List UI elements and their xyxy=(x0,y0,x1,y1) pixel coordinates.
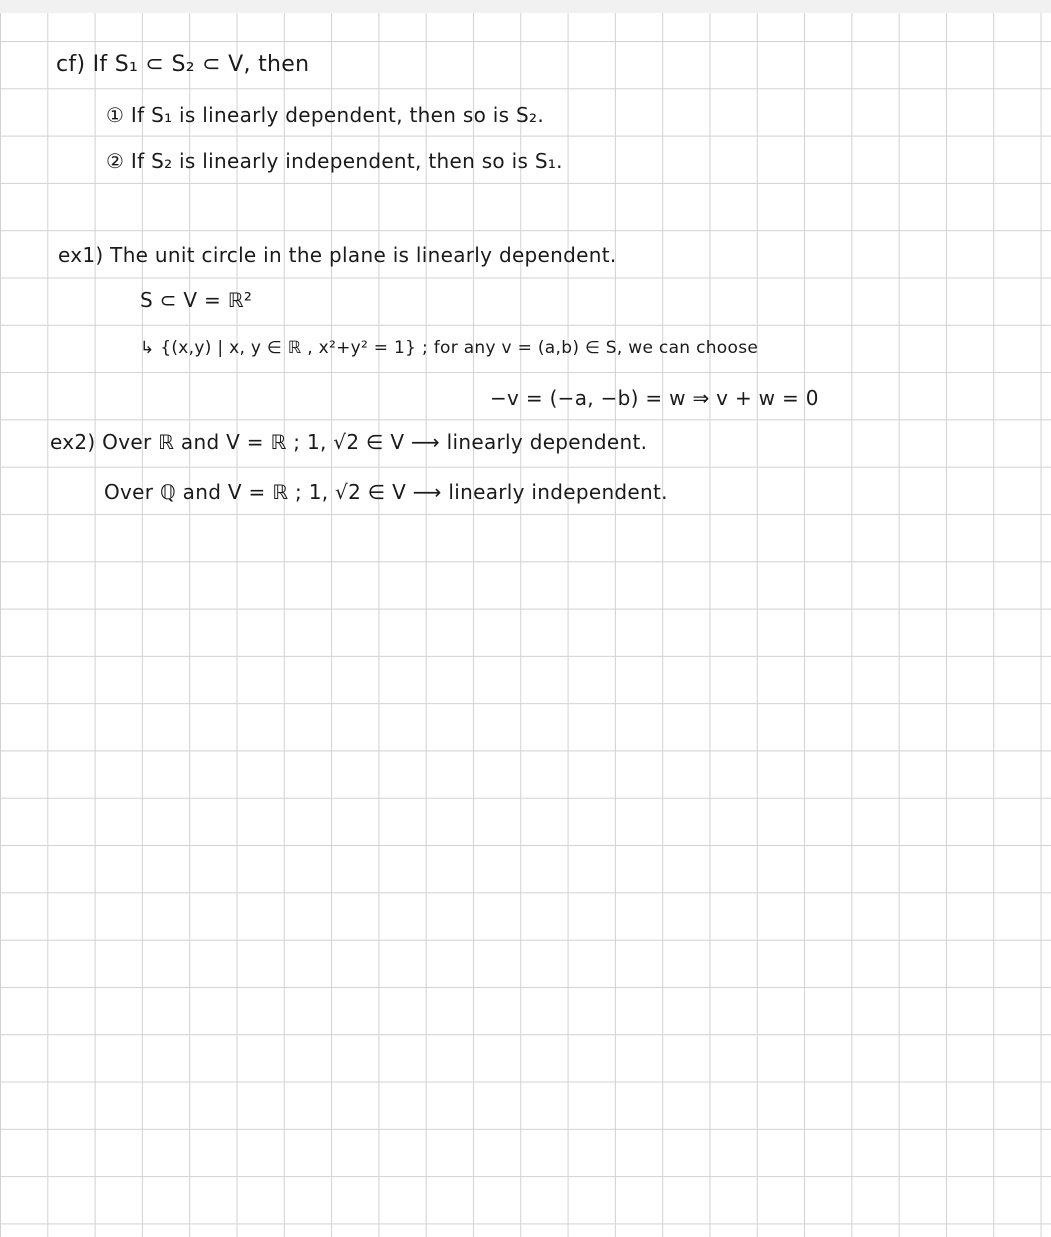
example-2-line-1 xyxy=(50,430,647,454)
top-bar xyxy=(0,0,1051,13)
corollary-heading xyxy=(56,52,309,77)
example-2-line-2 xyxy=(104,480,668,504)
corollary-item-2-text: ② If S₂ is linearly independent, then so is S₁. xyxy=(106,149,563,173)
example-2-line-2-text: Over ℚ and V = ℝ ; 1, √2 ∈ V ⟶ linearly independent. xyxy=(104,480,668,504)
example-1-set-text: S ⊂ V = ℝ² xyxy=(140,288,253,312)
example-1-definition-text: ↳ {(x,y) | x, y ∈ ℝ , x²+y² = 1} ; for any v = (a,b) ∈ S, we can choose xyxy=(140,338,759,358)
corollary-item-1 xyxy=(106,103,544,127)
corollary-item-2 xyxy=(106,149,563,173)
corollary-heading-text: cf) If S₁ ⊂ S₂ ⊂ V, then xyxy=(56,52,310,77)
example-1-title-text: ex1) The unit circle in the plane is linearly dependent. xyxy=(58,243,617,267)
example-1-set xyxy=(140,288,252,312)
grid-paper xyxy=(0,13,1051,1237)
example-1-definition xyxy=(140,338,758,358)
corollary-item-1-text: ① If S₁ is linearly dependent, then so is S₂. xyxy=(106,103,544,127)
example-1-choice xyxy=(490,386,819,410)
example-2-line-1-text: ex2) Over ℝ and V = ℝ ; 1, √2 ∈ V ⟶ linearly dependent. xyxy=(50,430,648,454)
example-1-choice-text: −v = (−a, −b) = w ⇒ v + w = 0 xyxy=(490,386,819,410)
example-1-title xyxy=(58,243,617,267)
